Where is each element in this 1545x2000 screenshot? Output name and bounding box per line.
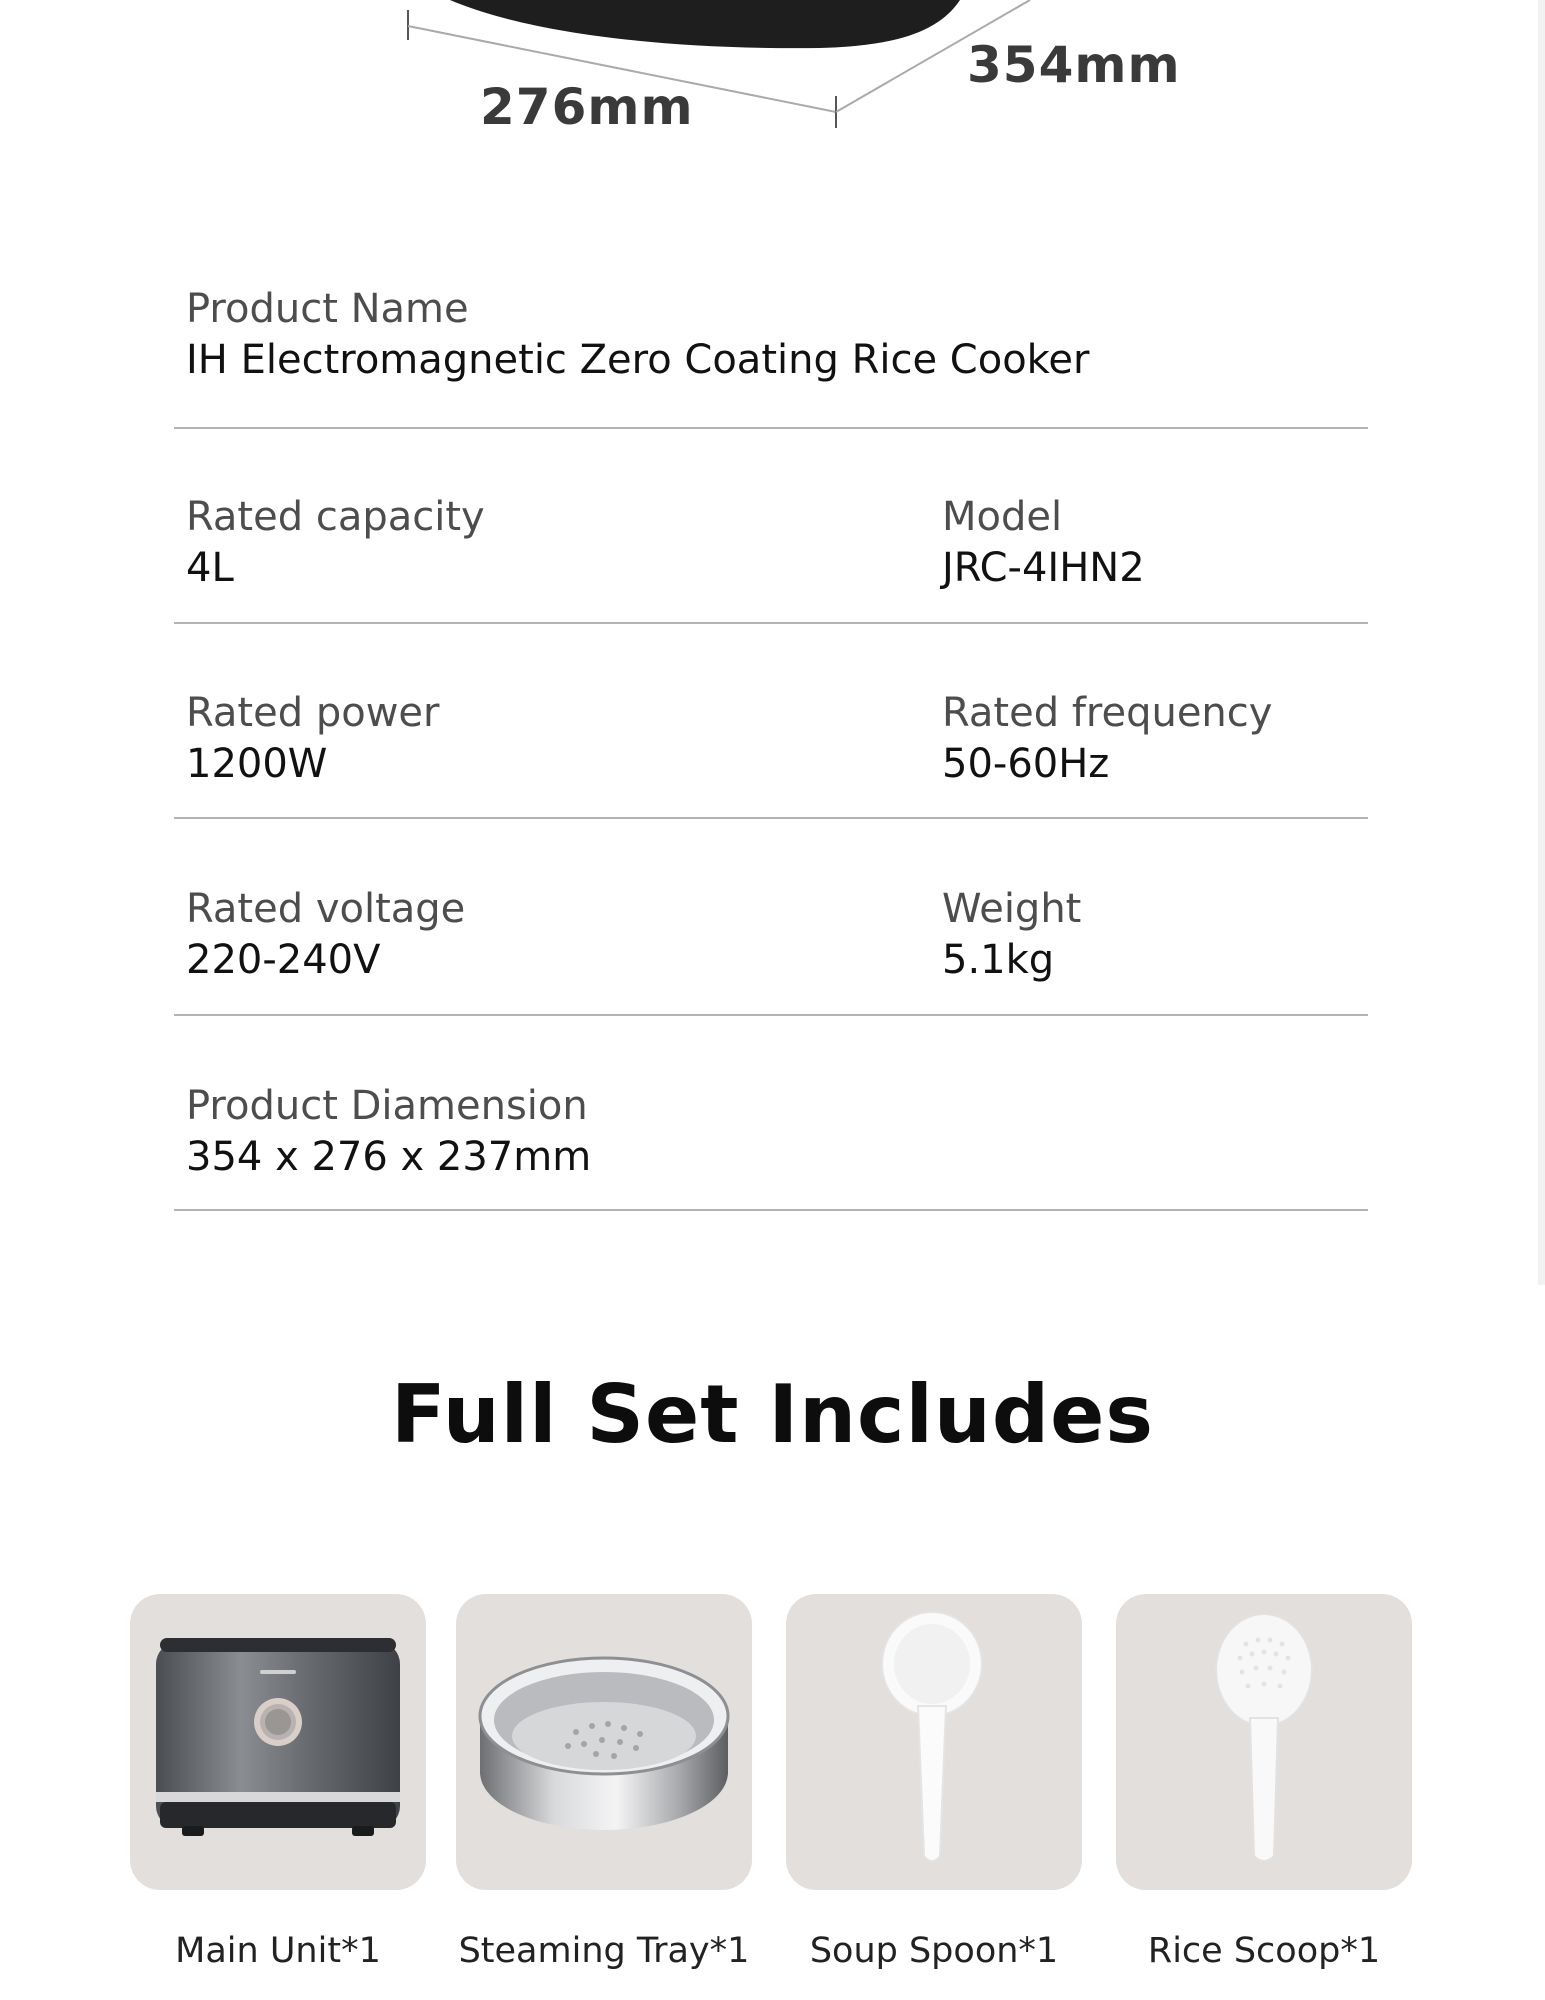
spec-cell-power: [186, 688, 439, 790]
spec-cell-dimension: [186, 1081, 591, 1183]
spec-value: 354 x 276 x 237mm: [186, 1134, 592, 1180]
spec-cell-weight: [942, 884, 1081, 986]
rice-scoop-icon: [1116, 1594, 1412, 1890]
item-image-card: [130, 1594, 426, 1890]
item-image-card: [456, 1594, 752, 1890]
item-image-card: [1116, 1594, 1412, 1890]
spec-cell-product-name: [186, 284, 1089, 386]
spec-label: Rated voltage: [186, 886, 466, 932]
steaming-tray-icon: [456, 1594, 752, 1890]
page-edge-strip: [1538, 0, 1545, 1285]
spec-row-product-name: [174, 284, 1368, 429]
included-item-steaming-tray: [456, 1594, 752, 1971]
spec-value: 220-240V: [186, 937, 381, 983]
included-item-soup-spoon: [786, 1594, 1082, 1971]
spec-label: Weight: [942, 886, 1082, 932]
included-item-main-unit: [130, 1594, 426, 1971]
spec-cell-model: [942, 492, 1145, 594]
included-item-rice-scoop: [1116, 1594, 1412, 1971]
item-caption: Rice Scoop*1: [1147, 1931, 1381, 1971]
spec-value: 5.1kg: [942, 937, 1055, 983]
spec-value: 1200W: [186, 741, 328, 787]
item-caption: Main Unit*1: [175, 1931, 381, 1971]
cooker-base-silhouette: [450, 0, 960, 48]
item-caption: Steaming Tray*1: [458, 1931, 750, 1971]
spec-value: IH Electromagnetic Zero Coating Rice Cooker: [186, 337, 1090, 383]
soup-spoon-icon: [786, 1594, 1082, 1890]
depth-dimension-label: 354mm: [967, 36, 1181, 94]
spec-value: 4L: [186, 545, 234, 591]
width-dimension-label: 276mm: [480, 78, 694, 136]
spec-value: JRC-4IHN2: [942, 545, 1145, 591]
spec-value: 50-60Hz: [942, 741, 1110, 787]
full-set-title: Full Set Includes: [391, 1368, 1154, 1461]
item-image-card: [786, 1594, 1082, 1890]
spec-cell-voltage: [186, 884, 465, 986]
spec-label: Rated frequency: [942, 690, 1273, 736]
spec-cell-capacity: [186, 492, 485, 594]
spec-label: Model: [942, 494, 1063, 540]
rice-cooker-icon: [130, 1594, 426, 1890]
spec-row: [174, 688, 1368, 819]
spec-label: Rated power: [186, 690, 440, 736]
spec-label: Product Name: [186, 286, 469, 332]
spec-label: Rated capacity: [186, 494, 485, 540]
dimension-diagram: [0, 0, 1545, 160]
spec-row: [174, 884, 1368, 1016]
spec-row: [174, 1081, 1368, 1211]
item-caption: Soup Spoon*1: [809, 1931, 1059, 1971]
spec-row: [174, 492, 1368, 624]
spec-cell-frequency: [942, 688, 1272, 790]
spec-label: Product Diamension: [186, 1083, 588, 1129]
